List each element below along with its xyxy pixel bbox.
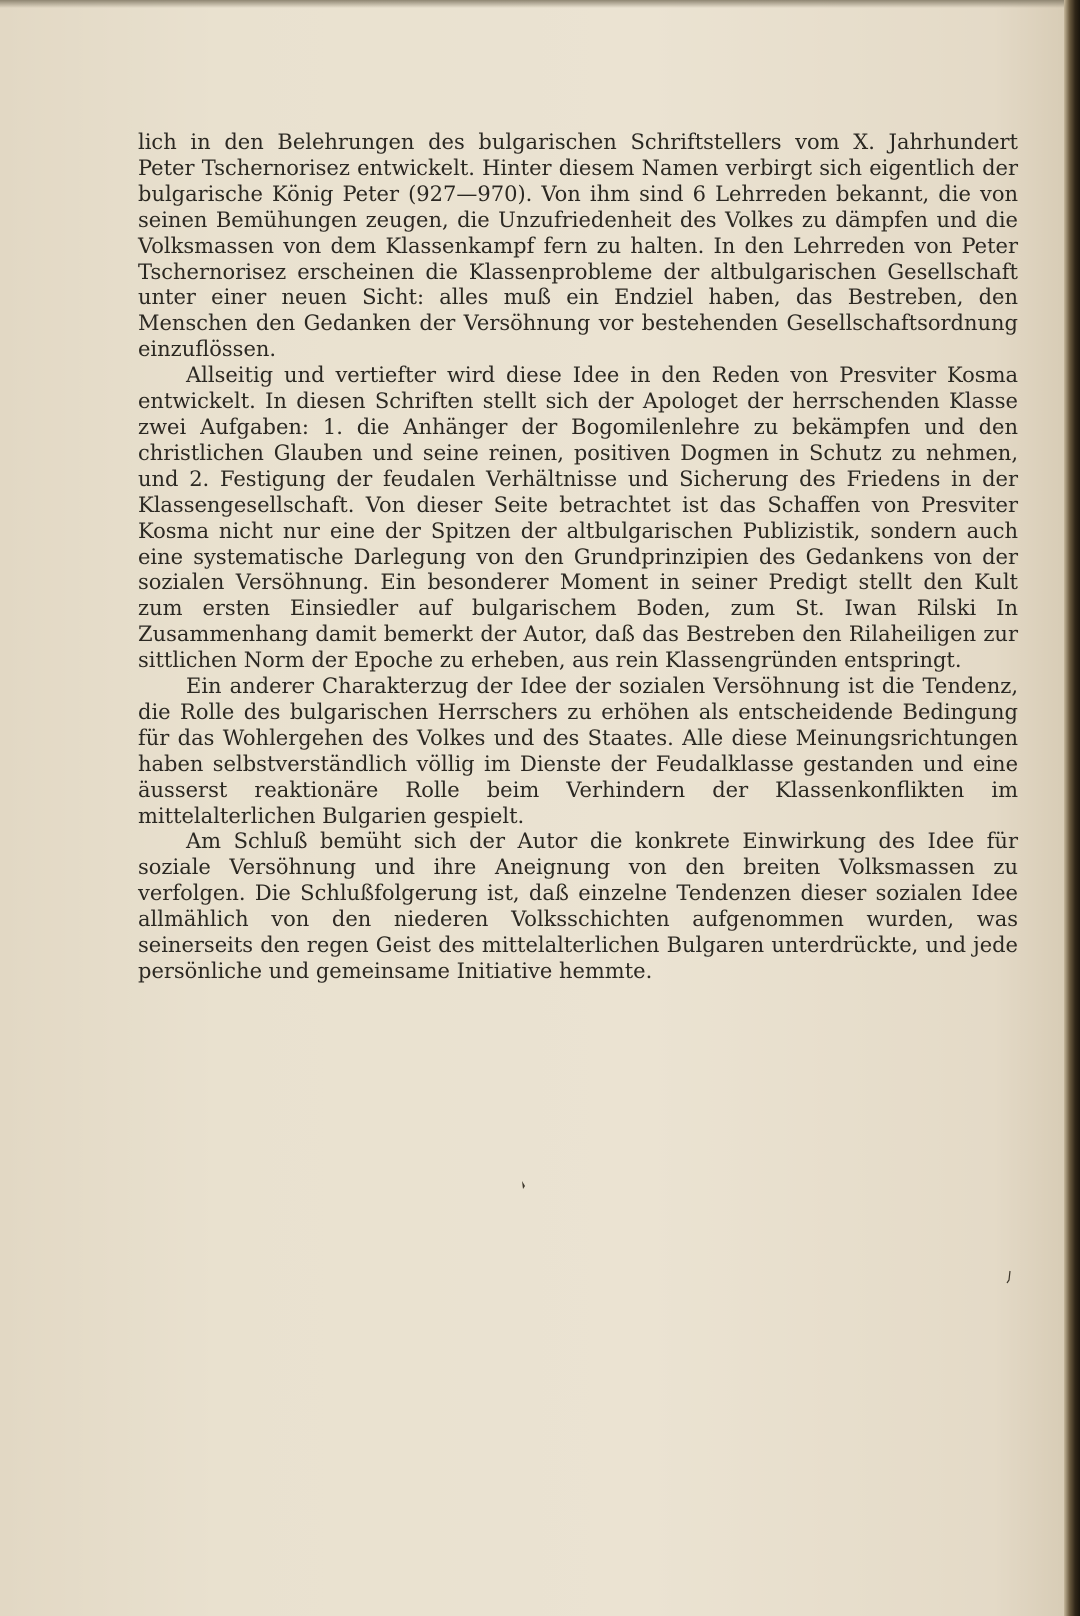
paragraph-4: Am Schluß bemüht sich der Autor die konkrete Einwirkung des Idee für soziale Versöhnung und ihre Aneignung von den breiten Volksmassen zu verfolgen. Die Schlußfolgerung ist, daß einzelne Tendenzen dieser sozialen Idee allmählich von den niederen Volksschichten aufgenommen wurden, was seinerseits den regen Geist des mittelalterlichen Bulgaren unterdrückte, und jede persönliche und gemeinsame Initiative hemmte. xyxy=(138,829,1018,983)
paragraph-1: lich in den Belehrungen des bulgarischen Schriftstellers vom X. Jahrhundert Peter Tschernorisez entwickelt. Hinter diesem Namen verbirgt sich eigentlich der bulgarische König Peter (927—970). Von ihm sind 6 Lehrreden bekannt, die von seinen Bemühungen zeugen, die Unzufriedenheit des Volkes zu dämpfen und die Volksmassen von dem Klassenkampf fern zu halten. In den Lehrreden von Peter Tschernorisez erscheinen die Klassenprobleme der altbulgarischen Gesellschaft unter einer neuen Sicht: alles muß ein Endziel haben, das Bestreben, den Menschen den Gedanken der Versöhnung vor bestehenden Gesellschaftsordnung einzuflössen. xyxy=(138,130,1018,362)
paragraph-3: Ein anderer Charakterzug der Idee der sozialen Versöhnung ist die Tendenz, die Rolle des bulgarischen Herrschers zu erhöhen als entscheidende Bedingung für das Wohlergehen des Volkes und des Staates. Alle diese Meinungsrichtungen haben selbstverständlich völlig im Dienste der Feudalklasse gestanden und eine äusserst reaktionäre Rolle beim Verhindern der Klassenkonflikten im mittelalterlichen Bulgarien gespielt. xyxy=(138,674,1018,828)
margin-tick-mark xyxy=(1006,1270,1012,1284)
book-spine-edge xyxy=(1064,0,1080,1616)
ink-speck-mark xyxy=(520,1180,528,1190)
page-top-edge xyxy=(0,0,1080,8)
paragraph-2: Allseitig und vertiefter wird diese Idee in den Reden von Presviter Kosma entwickelt. In diesen Schriften stellt sich der Apologet der herrschenden Klasse zwei Aufgaben: 1. die Anhänger der Bogomilenlehre zu bekämpfen und den christlichen Glauben und seine reinen, positiven Dogmen in Schutz zu nehmen, und 2. Festigung der feudalen Verhältnisse und Sicherung des Friedens in der Klassengesellschaft. Von dieser Seite betrachtet ist das Schaffen von Presviter Kosma nicht nur eine der Spitzen der altbulgarischen Publizistik, sondern auch eine systematische Darlegung von den Grundprinzipien des Gedankens von der sozialen Versöhnung. Ein besonderer Moment in seiner Predigt stellt den Kult zum ersten Einsiedler auf bulgarischem Boden, zum St. Iwan Rilski In Zusammenhang damit bemerkt der Autor, daß das Bestreben den Rilaheiligen zur sittlichen Norm der Epoche zu erheben, aus rein Klassengründen entspringt. xyxy=(138,363,1018,673)
body-text xyxy=(138,130,1018,985)
